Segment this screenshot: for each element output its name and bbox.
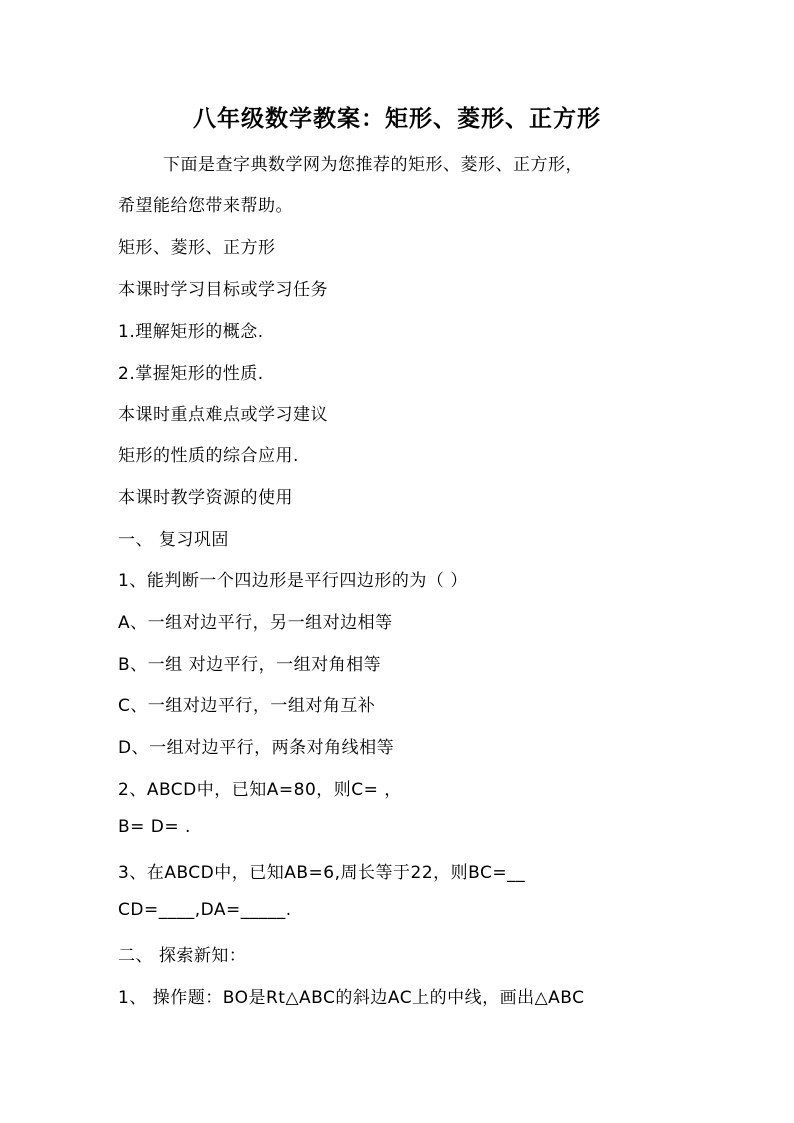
question-2-line-2: B= D= . [118,817,191,837]
section-goals-heading: 本课时学习目标或学习任务 [118,280,328,300]
part-one-heading: 一、 复习巩固 [118,530,229,550]
question-1-option-a: A、一组对边平行，另一组对边相等 [118,613,393,633]
intro-line-1: 下面是查字典数学网为您推荐的矩形、菱形、正方形， [163,155,583,175]
question-1-option-b: B、一组 对边平行，一组对角相等 [118,655,382,675]
exploration-item-1: 1、 操作题：BO是Rt△ABC的斜边AC上的中线，画出△ABC [118,988,585,1008]
question-3-line-2: CD=____,DA=_____. [118,900,292,920]
keypoint-item: 矩形的性质的综合应用. [118,446,299,466]
part-two-heading: 二、 探索新知： [118,946,247,966]
question-3-line-1: 3、在ABCD中，已知AB=6,周长等于22，则BC=__ [118,863,526,883]
intro-line-2: 希望能给您带来帮助。 [118,196,293,216]
question-1-option-c: C、一组对边平行，一组对角互补 [118,696,376,716]
question-1-option-d: D、一组对边平行，两条对角线相等 [118,738,395,758]
question-2-line-1: 2、ABCD中，已知A=80，则C= ， [118,780,402,800]
section-resources-heading: 本课时教学资源的使用 [118,488,293,508]
topic-heading: 矩形、菱形、正方形 [118,238,276,258]
goal-item-1: 1.理解矩形的概念. [118,322,264,342]
goal-item-2: 2.掌握矩形的性质. [118,364,264,384]
page-title: 八年级数学教案：矩形、菱形、正方形 [193,105,601,132]
question-1: 1、能判断一个四边形是平行四边形的为（ ） [118,571,468,591]
section-keypoints-heading: 本课时重点难点或学习建议 [118,405,328,425]
